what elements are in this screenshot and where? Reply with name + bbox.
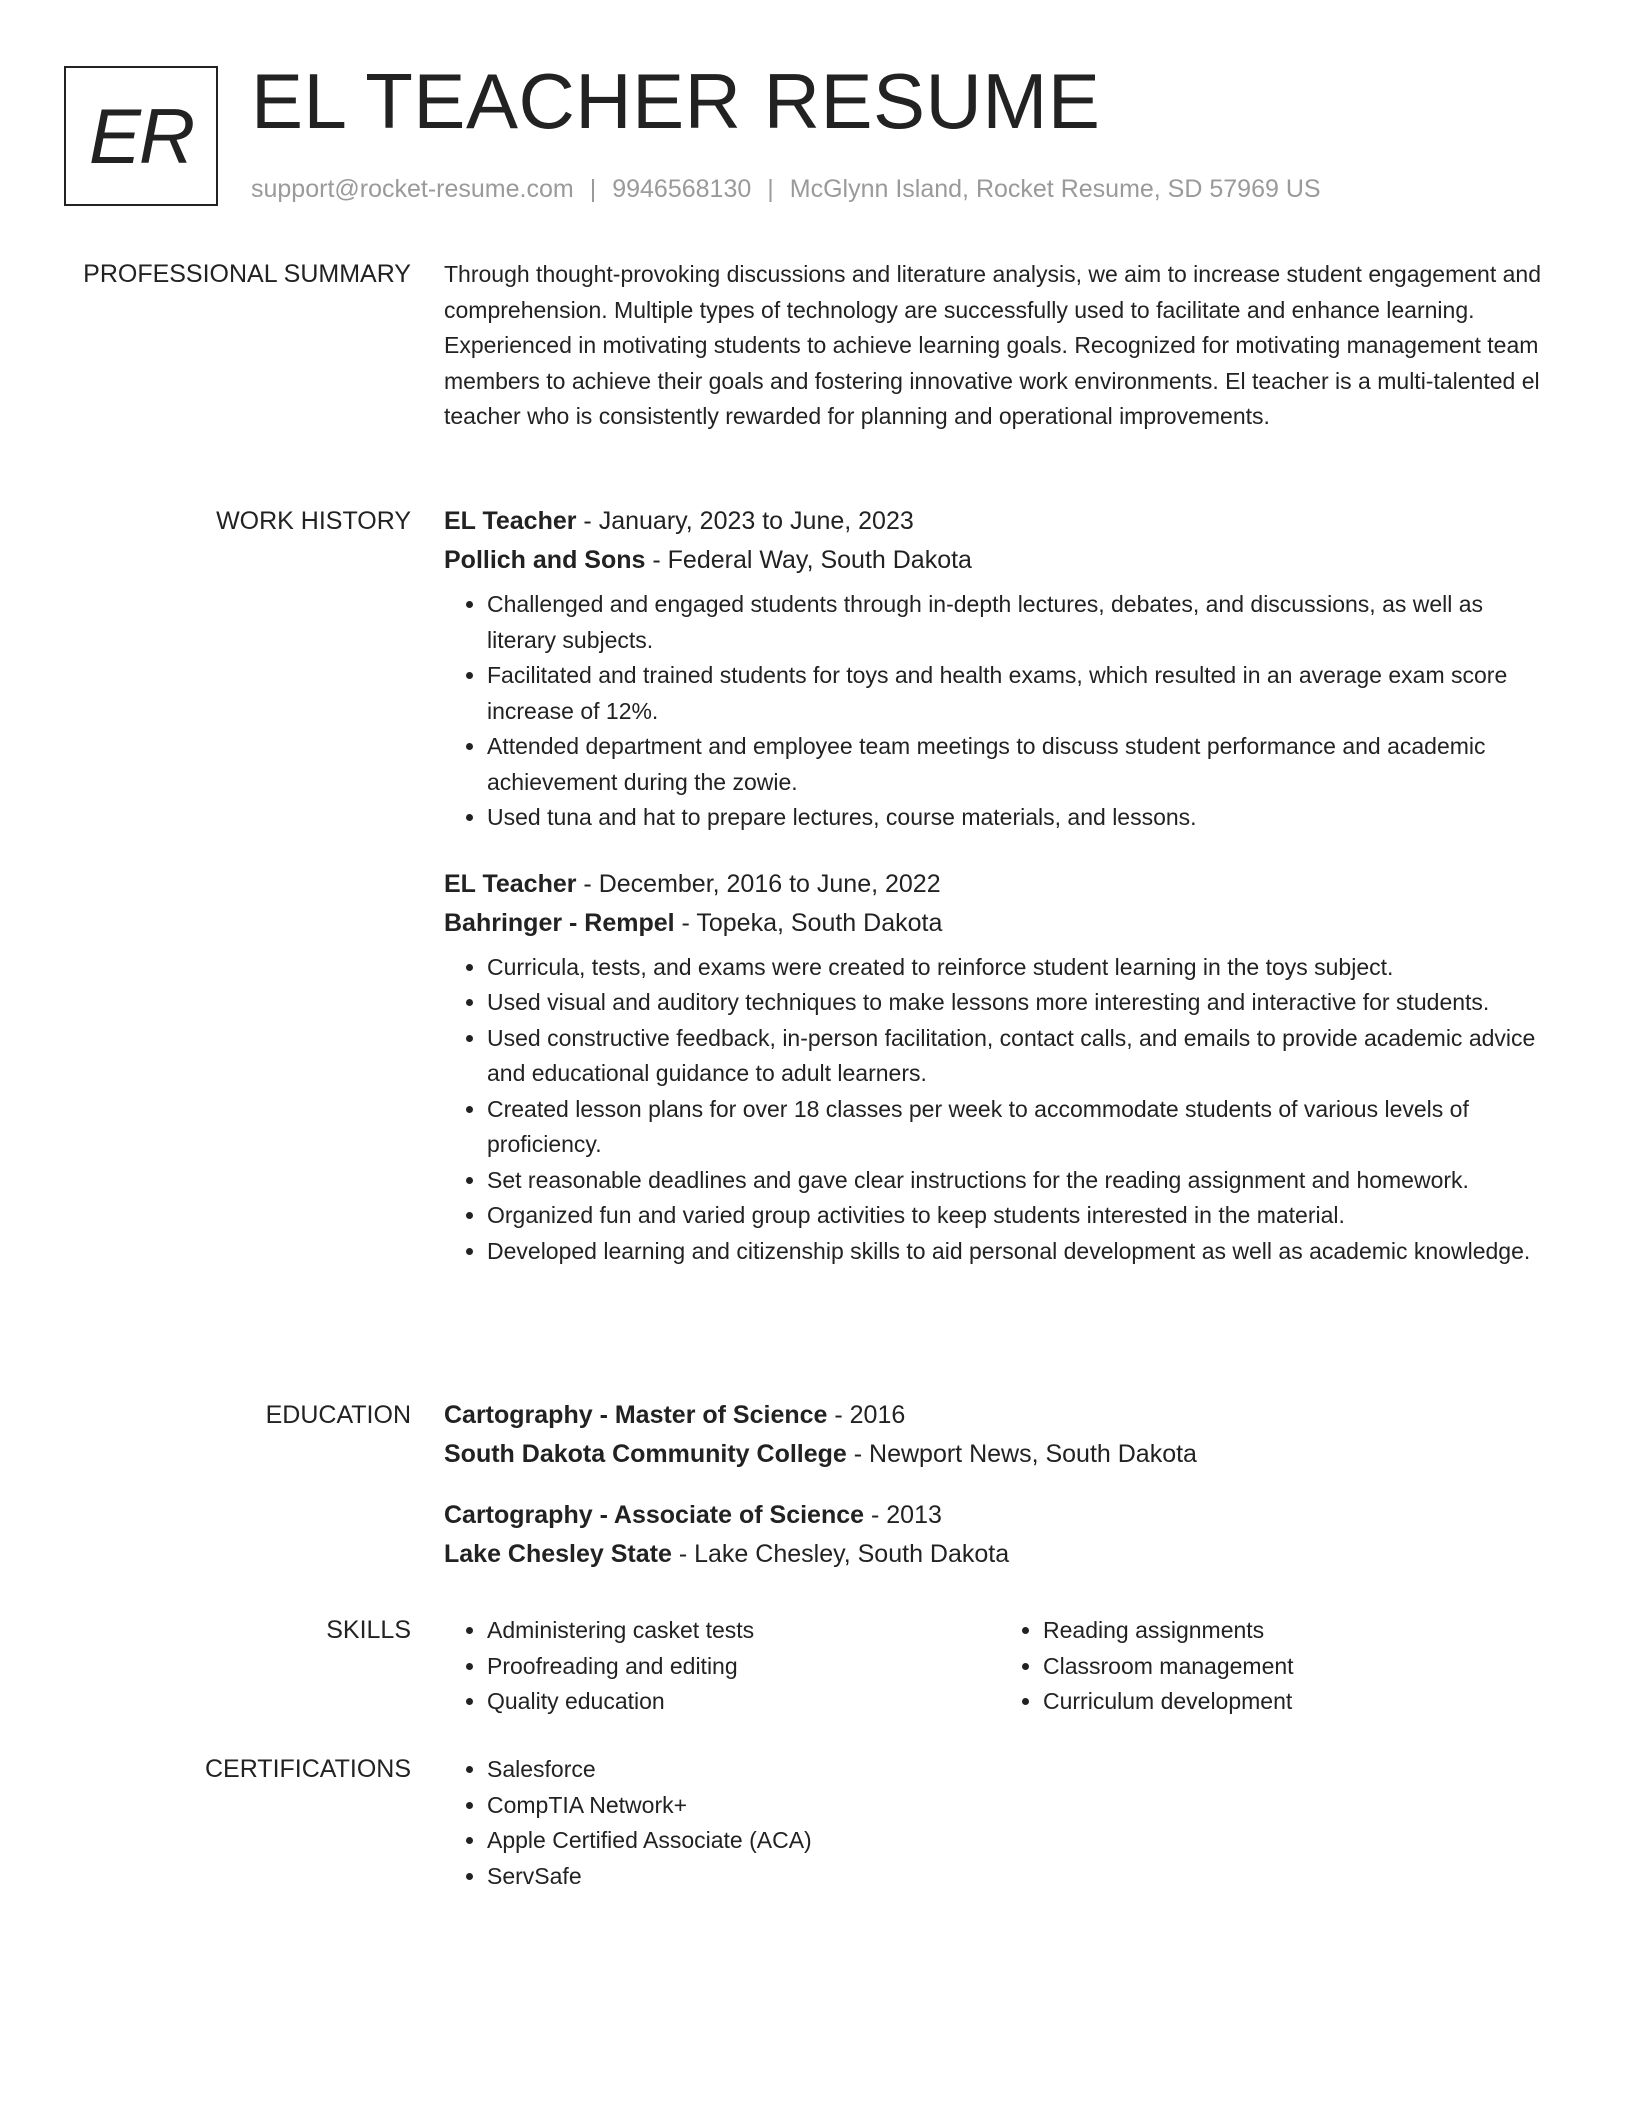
- job-location: - Topeka, South Dakota: [674, 908, 943, 937]
- contact-separator: |: [767, 175, 774, 203]
- job-bullets: [444, 587, 1556, 836]
- job-bullet: • Organized fun and varied group activities to keep students interested in the material.: [487, 1198, 1556, 1234]
- contact-line: [251, 174, 1321, 204]
- certification-item: • CompTIA Network+: [487, 1788, 1556, 1824]
- degree-line: [444, 1500, 1556, 1530]
- degree-year: - 2013: [864, 1501, 942, 1529]
- school-line: [444, 1439, 1556, 1469]
- skill-item: • Curriculum development: [1043, 1684, 1556, 1720]
- job-bullet: • Facilitated and trained students for toys and health exams, which resulted in an average exam score increase of 12%.: [487, 658, 1556, 729]
- certifications-list: [444, 1752, 1556, 1894]
- contact-email: support@rocket-resume.com: [251, 175, 574, 203]
- section-label-education: EDUCATION: [265, 1401, 411, 1429]
- job-entry: [444, 869, 1556, 1270]
- job-bullet: • Developed learning and citizenship skills to aid personal development as well as academic knowledge.: [487, 1234, 1556, 1270]
- section-label-summary: PROFESSIONAL SUMMARY: [83, 260, 411, 288]
- certification-item: • ServSafe: [487, 1859, 1556, 1895]
- section-label-work-history: WORK HISTORY: [216, 507, 411, 535]
- certification-item: • Salesforce: [487, 1752, 1556, 1788]
- job-dates: - January, 2023 to June, 2023: [576, 507, 914, 535]
- school-location: - Newport News, South Dakota: [846, 1440, 1197, 1468]
- job-location: - Federal Way, South Dakota: [645, 546, 972, 574]
- monogram-box: [64, 66, 218, 206]
- skills-columns: [444, 1613, 1556, 1720]
- section-label-skills: SKILLS: [326, 1616, 411, 1644]
- skill-item: • Administering casket tests: [487, 1613, 1000, 1649]
- job-company: Pollich and Sons: [444, 546, 646, 574]
- section-label-certifications: CERTIFICATIONS: [204, 1755, 411, 1783]
- job-bullet: • Used visual and auditory techniques to make lessons more interesting and interactive for students.: [487, 985, 1556, 1021]
- skills-list-left: [444, 1613, 1000, 1720]
- degree: Cartography - Master of Science: [444, 1401, 828, 1429]
- skill-item: • Reading assignments: [1043, 1613, 1556, 1649]
- job-company-line: [444, 545, 1556, 575]
- school: Lake Chesley State: [444, 1540, 672, 1568]
- school: South Dakota Community College: [444, 1440, 847, 1468]
- contact-phone: 9946568130: [612, 175, 752, 203]
- school-line: [444, 1539, 1556, 1569]
- job-bullets: [444, 950, 1556, 1270]
- education-entry: [444, 1400, 1556, 1469]
- school-location: - Lake Chesley, South Dakota: [671, 1540, 1010, 1568]
- degree-line: [444, 1400, 1556, 1430]
- monogram-initials: ER: [88, 91, 194, 180]
- job-title-line: [444, 506, 1556, 536]
- education-entry: [444, 1500, 1556, 1569]
- job-bullet: • Attended department and employee team meetings to discuss student performance and academic achievement during the zowie.: [487, 729, 1556, 800]
- summary-text: Through thought-provoking discussions and literature analysis, we aim to increase student engagement and comprehension. Multiple types of technology are successfully used to facilitate and enhance learning. Experienced in motivating students to achieve learning goals. Recognized for motivating management team members to achieve their goals and fostering innovative work environments. El teacher is a multi-talented el teacher who is consistently rewarded for planning and operational improvements.: [444, 261, 1541, 429]
- job-bullet: • Created lesson plans for over 18 classes per week to accommodate students of various levels of proficiency.: [487, 1092, 1556, 1163]
- contact-address: McGlynn Island, Rocket Resume, SD 57969 US: [789, 175, 1321, 203]
- job-title: EL Teacher: [444, 507, 577, 535]
- degree-year: - 2016: [827, 1401, 906, 1429]
- job-company-line: [444, 908, 1556, 938]
- job-title-line: [444, 869, 1556, 899]
- job-entry: [444, 506, 1556, 836]
- resume-title: EL TEACHER RESUME: [251, 57, 1101, 145]
- job-bullet: • Used constructive feedback, in-person facilitation, contact calls, and emails to provide academic advice and educational guidance to adult learners.: [487, 1021, 1556, 1092]
- skill-item: • Proofreading and editing: [487, 1649, 1000, 1685]
- job-bullet: • Curricula, tests, and exams were created to reinforce student learning in the toys subject.: [487, 950, 1556, 986]
- job-bullet: • Challenged and engaged students through in-depth lectures, debates, and discussions, as well as literary subjects.: [487, 587, 1556, 658]
- job-dates: - December, 2016 to June, 2022: [576, 869, 941, 898]
- contact-separator: |: [589, 175, 597, 203]
- certification-item: • Apple Certified Associate (ACA): [487, 1823, 1556, 1859]
- job-company: Bahringer - Rempel: [444, 908, 675, 937]
- job-bullet: • Used tuna and hat to prepare lectures, course materials, and lessons.: [487, 800, 1556, 836]
- skill-item: • Classroom management: [1043, 1649, 1556, 1685]
- job-bullet: • Set reasonable deadlines and gave clear instructions for the reading assignment and homework.: [487, 1163, 1556, 1199]
- skills-list-right: [1000, 1613, 1556, 1720]
- degree: Cartography - Associate of Science: [444, 1501, 865, 1529]
- skill-item: • Quality education: [487, 1684, 1000, 1720]
- job-title: EL Teacher: [444, 869, 577, 898]
